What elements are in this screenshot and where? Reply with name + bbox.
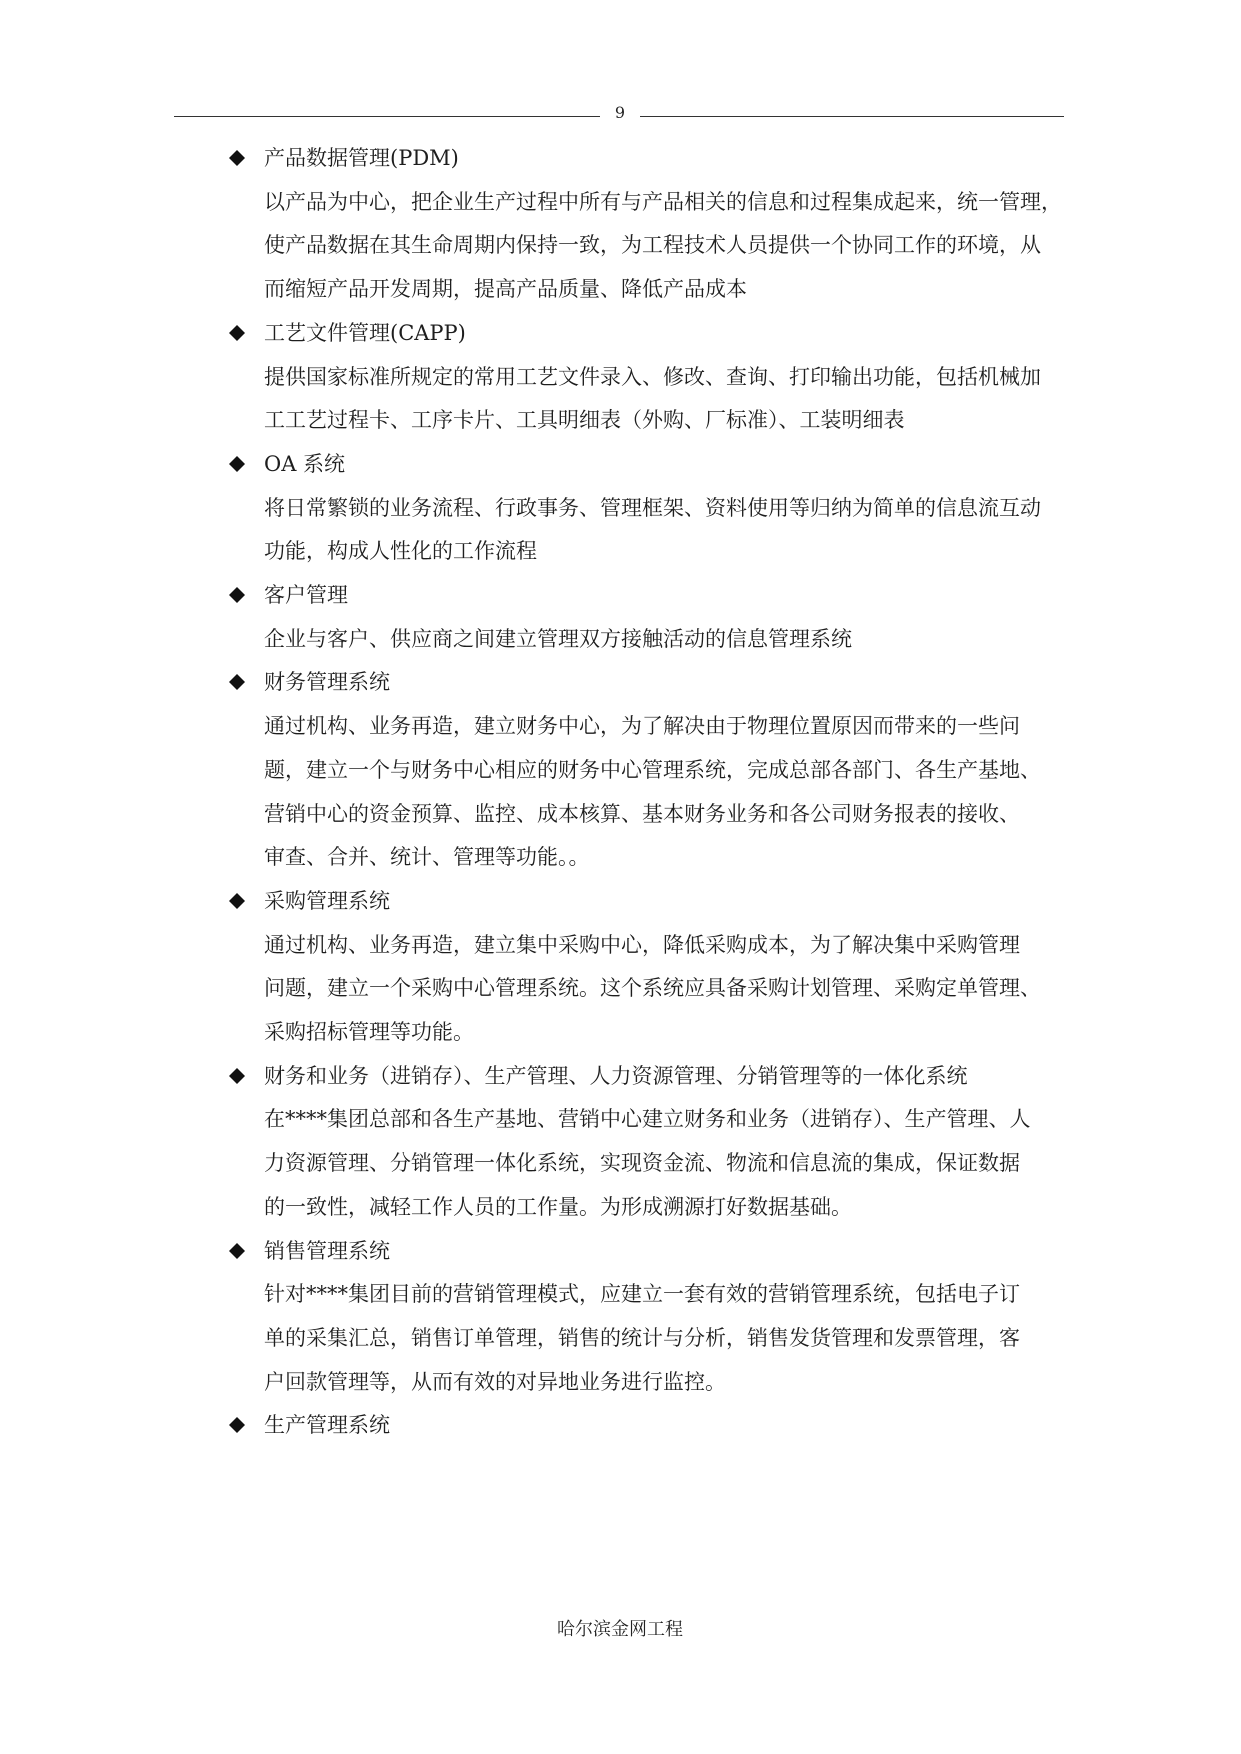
paragraph-line: 户回款管理等，从而有效的对异地业务进行监控。	[264, 1369, 726, 1394]
section-title: 工艺文件管理(CAPP)	[264, 320, 466, 345]
section-title: OA 系统	[264, 451, 346, 476]
section-title: 财务和业务（进销存）、生产管理、人力资源管理、分销管理等的一体化系统	[264, 1063, 968, 1088]
paragraph-line: 营销中心的资金预算、监控、成本核算、基本财务业务和各公司财务报表的接收、	[264, 801, 1020, 826]
diamond-bullet-icon	[228, 1416, 246, 1434]
section-title: 生产管理系统	[264, 1413, 390, 1438]
footer-text: 哈尔滨金网工程	[557, 1619, 683, 1640]
diamond-bullet-icon	[228, 1242, 246, 1260]
diamond-bullet-icon	[228, 455, 246, 473]
section-title: 销售管理系统	[264, 1238, 390, 1263]
paragraph-line: 审查、合并、统计、管理等功能。。	[264, 845, 590, 870]
section-title: 财务管理系统	[264, 670, 390, 695]
paragraph-line: 在****集团总部和各生产基地、营销中心建立财务和业务（进销存）、生产管理、人	[264, 1107, 1031, 1132]
paragraph-line: 通过机构、业务再造，建立财务中心，为了解决由于物理位置原因而带来的一些问	[264, 714, 1020, 739]
page-number: 9	[600, 104, 640, 122]
paragraph-line: 题，建立一个与财务中心相应的财务中心管理系统，完成总部各部门、各生产基地、	[264, 757, 1041, 782]
paragraph-line: 的一致性，减轻工作人员的工作量。为形成溯源打好数据基础。	[264, 1194, 852, 1219]
diamond-bullet-icon	[228, 1067, 246, 1085]
paragraph-line: 针对****集团目前的营销管理模式，应建立一套有效的营销管理系统，包括电子订	[264, 1282, 1020, 1307]
diamond-bullet-icon	[228, 586, 246, 604]
paragraph-line: 功能，构成人性化的工作流程	[264, 539, 537, 564]
section-title: 客户管理	[264, 583, 348, 607]
paragraph-line: 提供国家标准所规定的常用工艺文件录入、修改、查询、打印输出功能，包括机械加	[264, 364, 1041, 389]
paragraph-line: 力资源管理、分销管理一体化系统，实现资金流、物流和信息流的集成，保证数据	[264, 1151, 1020, 1176]
paragraph-line: 问题，建立一个采购中心管理系统。这个系统应具备采购计划管理、采购定单管理、	[264, 976, 1041, 1001]
diamond-bullet-icon	[228, 673, 246, 691]
paragraph-line: 将日常繁锁的业务流程、行政事务、管理框架、资料使用等归纳为简单的信息流互动	[264, 495, 1041, 520]
paragraph-line: 采购招标管理等功能。	[264, 1020, 474, 1044]
diamond-bullet-icon	[228, 892, 246, 910]
paragraph-line: 单的采集汇总，销售订单管理，销售的统计与分析，销售发货管理和发票管理，客	[264, 1325, 1020, 1350]
diamond-bullet-icon	[228, 324, 246, 342]
section-title: 采购管理系统	[264, 888, 390, 913]
paragraph-line: 而缩短产品开发周期，提高产品质量、降低产品成本	[264, 277, 747, 302]
diamond-bullet-icon	[228, 149, 246, 167]
paragraph-line: 使产品数据在其生命周期内保持一致，为工程技术人员提供一个协同工作的环境，从	[264, 233, 1041, 258]
paragraph-line: 工工艺过程卡、工序卡片、工具明细表（外购、厂标准）、工装明细表	[264, 408, 905, 433]
paragraph-line: 企业与客户、供应商之间建立管理双方接触活动的信息管理系统	[264, 626, 852, 651]
section-title: 产品数据管理(PDM)	[264, 146, 459, 170]
paragraph-line: 以产品为中心，把企业生产过程中所有与产品相关的信息和过程集成起来，统一管理，	[264, 189, 1062, 214]
paragraph-line: 通过机构、业务再造，建立集中采购中心，降低采购成本，为了解决集中采购管理	[264, 932, 1020, 957]
